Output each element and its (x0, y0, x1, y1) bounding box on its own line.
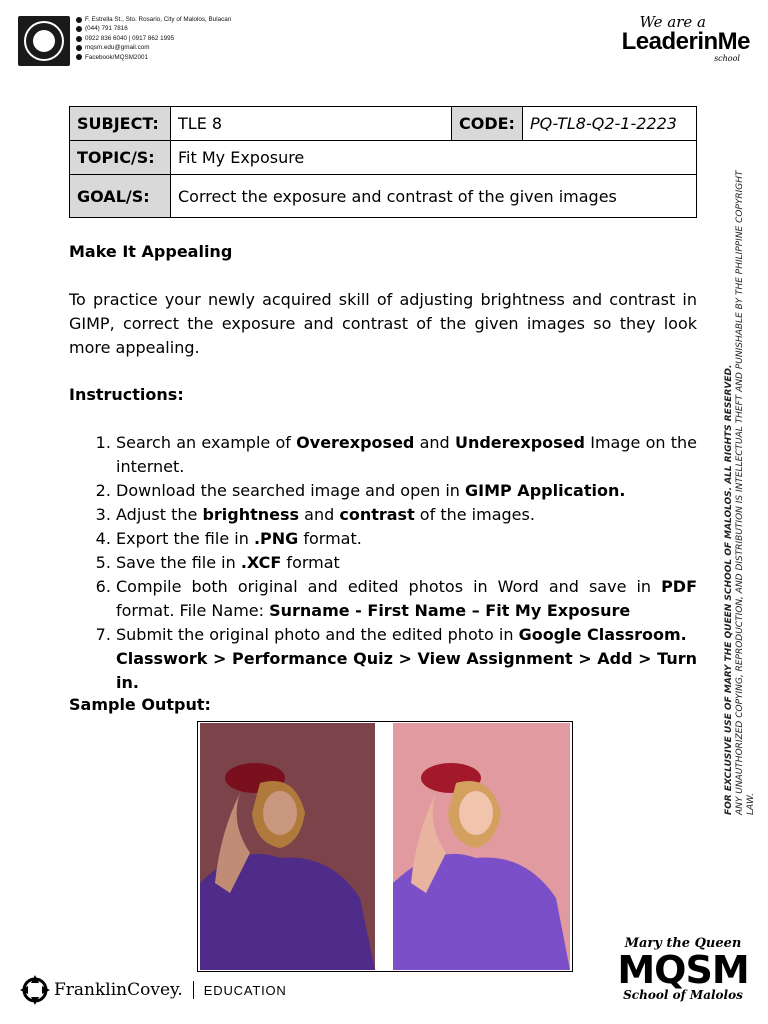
goal-value: Correct the exposure and contrast of the given images (171, 175, 697, 218)
contact-block (76, 15, 231, 62)
code-label: CODE: (452, 107, 523, 141)
facebook-icon (76, 54, 82, 60)
mqsm-logo (616, 936, 750, 1002)
copyright-notice (724, 155, 757, 815)
sample-output-images (197, 721, 573, 972)
franklincovey-logo (20, 975, 287, 1005)
subject-value: TLE 8 (171, 107, 452, 141)
list-item: 1. Search an example of Overexposed and Underexposed Image on the internet. (116, 431, 697, 479)
leader-sub: school (714, 54, 740, 63)
list-item: 4. Export the file in .PNG format. (116, 527, 697, 551)
list-item: 5. Save the file in .XCF format (116, 551, 697, 575)
franklincovey-name: FranklinCovey. (54, 980, 183, 1000)
list-item: 2. Download the searched image and open in GIMP Application. (116, 479, 697, 503)
copyright-line-1: FOR EXCLUSIVE USE OF MARY THE QUEEN SCHOOL OF MALOLOS. ALL RIGHTS RESERVED. (724, 364, 734, 815)
education-label: EDUCATION (203, 982, 287, 998)
copyright-line-2: ANY UNAUTHORIZED COPYING, REPRODUCTION, AND DISTRIBUTION IS INTELLECTUAL THEFT AND PUNISHABLE BY THE PHILIPPINE COPYRIGHT LAW. (735, 170, 756, 815)
school-seal-logo (18, 16, 70, 66)
subject-label: SUBJECT: (70, 107, 171, 141)
contact-email: mqsm.edu@gmail.com (85, 44, 150, 52)
contact-facebook: Facebook/MQSM2001 (85, 53, 148, 61)
phone-icon (76, 26, 82, 32)
instructions-title: Instructions: (69, 385, 184, 404)
list-item: 3. Adjust the brightness and contrast of the images. (116, 503, 697, 527)
instruction-list (69, 431, 697, 695)
topic-label: TOPIC/S: (70, 141, 171, 175)
section-title: Make It Appealing (69, 242, 233, 261)
intro-paragraph: To practice your newly acquired skill of adjusting brightness and contrast in GIMP, correct the exposure and contrast of the given images so they look more appealing. (69, 290, 697, 357)
subject-info-table (69, 106, 697, 218)
original-photo (200, 723, 375, 970)
edited-photo (393, 723, 570, 970)
contact-phone: (044) 791 7816 (85, 25, 128, 33)
goal-label: GOAL/S: (70, 175, 171, 218)
list-item: 6. Compile both original and edited photos in Word and save in PDF format. File Name: Surname - First Name – Fit My Exposure (116, 575, 697, 623)
mqsm-bottom-script: School of Malolos (623, 988, 743, 1002)
leader-brand: LeaderinMe (621, 28, 750, 55)
leader-in-me-logo (622, 14, 750, 63)
mobile-icon (76, 36, 82, 42)
sample-output-title: Sample Output: (69, 695, 211, 714)
email-icon (76, 45, 82, 51)
topic-value: Fit My Exposure (171, 141, 697, 175)
mqsm-top-script: Mary the Queen (624, 936, 742, 951)
contact-mobile: 0922 836 6040 | 0917 862 1995 (85, 34, 175, 42)
mqsm-wordmark: MQSM (617, 948, 749, 992)
list-item: 7. Submit the original photo and the edited photo in Google Classroom. Classwork > Performance Quiz > View Assignment > Add > Turn in. (116, 623, 697, 695)
leader-tagline: We are a (639, 13, 706, 31)
franklincovey-compass-icon (20, 975, 50, 1005)
contact-address: F. Estrella St., Sto. Rosario, City of Malolos, Bulacan (85, 16, 232, 23)
code-value: PQ-TL8-Q2-1-2223 (522, 107, 696, 141)
location-icon (76, 17, 82, 23)
